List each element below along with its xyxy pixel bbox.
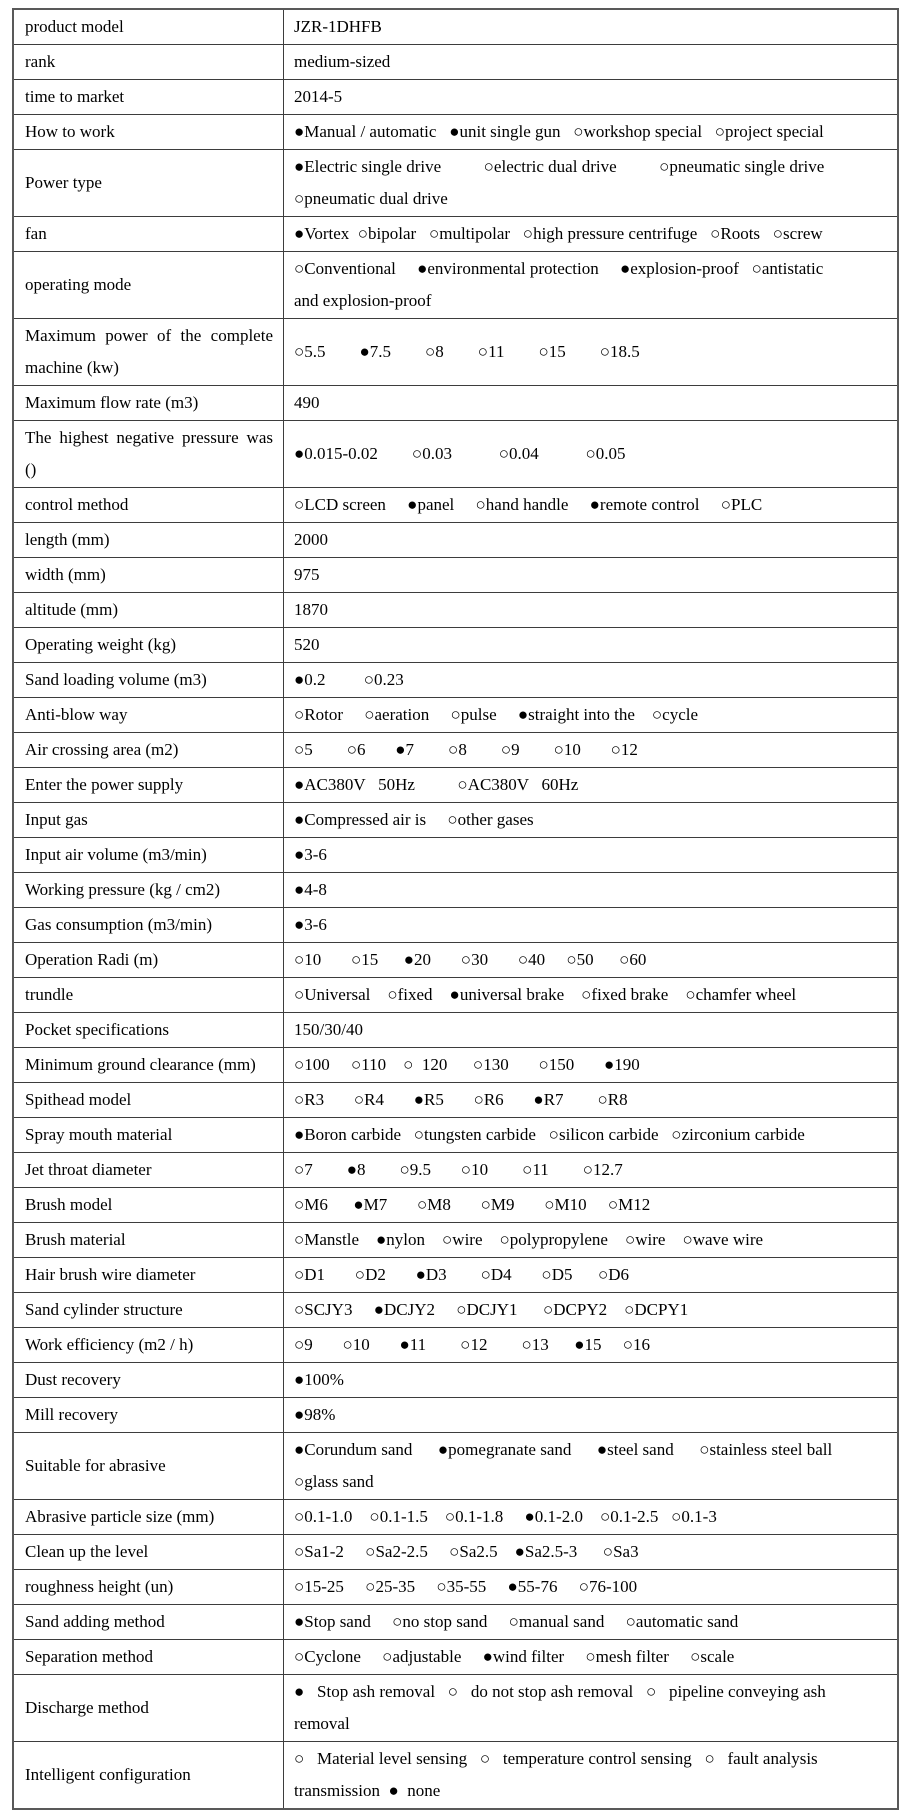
spec-row [13, 698, 898, 733]
spec-label-cell: width (mm) [13, 558, 284, 593]
spec-value-cell: 490 [284, 386, 899, 421]
spec-row [13, 1293, 898, 1328]
spec-row [13, 1500, 898, 1535]
spec-row [13, 1118, 898, 1153]
spec-label-cell: time to market [13, 80, 284, 115]
spec-value-cell: ○Cyclone ○adjustable ●wind filter ○mesh filter ○scale [284, 1640, 899, 1675]
spec-row [13, 1188, 898, 1223]
spec-value-cell: ○SCJY3 ●DCJY2 ○DCJY1 ○DCPY2 ○DCPY1 [284, 1293, 899, 1328]
spec-row [13, 908, 898, 943]
spec-value-cell: ●Compressed air is ○other gases [284, 803, 899, 838]
spec-row [13, 978, 898, 1013]
spec-value-cell: 1870 [284, 593, 899, 628]
spec-value-cell: ○M6 ●M7 ○M8 ○M9 ○M10 ○M12 [284, 1188, 899, 1223]
spec-value-cell: 2014-5 [284, 80, 899, 115]
spec-label-cell: The highest negative pressure was () [13, 421, 284, 488]
spec-row [13, 1605, 898, 1640]
product-spec-table [12, 8, 899, 1810]
spec-label-cell: Sand adding method [13, 1605, 284, 1640]
spec-value-cell: ●Boron carbide ○tungsten carbide ○silicon carbide ○zirconium carbide [284, 1118, 899, 1153]
spec-value-cell: 520 [284, 628, 899, 663]
spec-row [13, 733, 898, 768]
spec-label-cell: fan [13, 217, 284, 252]
spec-row [13, 1258, 898, 1293]
spec-value-cell: ●100% [284, 1363, 899, 1398]
spec-value-cell: ●4-8 [284, 873, 899, 908]
spec-row [13, 1640, 898, 1675]
spec-value-cell: ○Rotor ○aeration ○pulse ●straight into the ○cycle [284, 698, 899, 733]
spec-value-cell: ●Corundum sand ●pomegranate sand ●steel sand ○stainless steel ball ○glass sand [284, 1433, 899, 1500]
spec-label-cell: Brush model [13, 1188, 284, 1223]
spec-label-cell: Separation method [13, 1640, 284, 1675]
spec-row [13, 1013, 898, 1048]
spec-row [13, 1433, 898, 1500]
spec-row [13, 873, 898, 908]
spec-row [13, 768, 898, 803]
spec-label-cell: Clean up the level [13, 1535, 284, 1570]
spec-value-cell: ●3-6 [284, 838, 899, 873]
spec-label-cell: Mill recovery [13, 1398, 284, 1433]
spec-row [13, 803, 898, 838]
spec-value-cell: 2000 [284, 523, 899, 558]
spec-label-cell: Spithead model [13, 1083, 284, 1118]
spec-value-cell: ●AC380V 50Hz ○AC380V 60Hz [284, 768, 899, 803]
spec-label-cell: Minimum ground clearance (mm) [13, 1048, 284, 1083]
spec-label-cell: product model [13, 9, 284, 45]
spec-value-cell: JZR-1DHFB [284, 9, 899, 45]
spec-label-cell: Input gas [13, 803, 284, 838]
spec-label-cell: Power type [13, 150, 284, 217]
spec-label-cell: Input air volume (m3/min) [13, 838, 284, 873]
spec-row [13, 1083, 898, 1118]
spec-row [13, 45, 898, 80]
spec-value-cell: ○5 ○6 ●7 ○8 ○9 ○10 ○12 [284, 733, 899, 768]
spec-row [13, 1153, 898, 1188]
spec-label-cell: Hair brush wire diameter [13, 1258, 284, 1293]
spec-label-cell: Discharge method [13, 1675, 284, 1742]
spec-label-cell: Gas consumption (m3/min) [13, 908, 284, 943]
spec-label-cell: rank [13, 45, 284, 80]
spec-label-cell: operating mode [13, 252, 284, 319]
spec-row [13, 319, 898, 386]
spec-value-cell: ○R3 ○R4 ●R5 ○R6 ●R7 ○R8 [284, 1083, 899, 1118]
spec-value-cell: ○5.5 ●7.5 ○8 ○11 ○15 ○18.5 [284, 319, 899, 386]
spec-label-cell: Operating weight (kg) [13, 628, 284, 663]
spec-label-cell: altitude (mm) [13, 593, 284, 628]
spec-value-cell: ●0.2 ○0.23 [284, 663, 899, 698]
spec-value-cell: ○15-25 ○25-35 ○35-55 ●55-76 ○76-100 [284, 1570, 899, 1605]
spec-label-cell: Maximum power of the complete machine (kw) [13, 319, 284, 386]
spec-label-cell: Sand cylinder structure [13, 1293, 284, 1328]
spec-label-cell: Jet throat diameter [13, 1153, 284, 1188]
spec-value-cell: ●Electric single drive ○electric dual drive ○pneumatic single drive ○pneumatic dual drive [284, 150, 899, 217]
spec-row [13, 421, 898, 488]
spec-label-cell: Anti-blow way [13, 698, 284, 733]
spec-label-cell: Suitable for abrasive [13, 1433, 284, 1500]
spec-row [13, 150, 898, 217]
spec-label-cell: Brush material [13, 1223, 284, 1258]
spec-label-cell: trundle [13, 978, 284, 1013]
spec-value-cell: ○ Material level sensing ○ temperature control sensing ○ fault analysis transmission ● none [284, 1742, 899, 1810]
spec-value-cell: ○Universal ○fixed ●universal brake ○fixed brake ○chamfer wheel [284, 978, 899, 1013]
spec-label-cell: Working pressure (kg / cm2) [13, 873, 284, 908]
spec-value-cell: ○Conventional ●environmental protection ●explosion-proof ○antistatic and explosion-proof [284, 252, 899, 319]
spec-row [13, 663, 898, 698]
spec-label-cell: Enter the power supply [13, 768, 284, 803]
spec-label-cell: How to work [13, 115, 284, 150]
spec-value-cell: ○Manstle ●nylon ○wire ○polypropylene ○wire ○wave wire [284, 1223, 899, 1258]
spec-row [13, 1742, 898, 1810]
spec-row [13, 80, 898, 115]
spec-row [13, 628, 898, 663]
spec-value-cell: ●98% [284, 1398, 899, 1433]
spec-label-cell: roughness height (un) [13, 1570, 284, 1605]
spec-row [13, 1570, 898, 1605]
spec-value-cell: ○D1 ○D2 ●D3 ○D4 ○D5 ○D6 [284, 1258, 899, 1293]
spec-value-cell: ●Stop sand ○no stop sand ○manual sand ○automatic sand [284, 1605, 899, 1640]
spec-row [13, 558, 898, 593]
spec-row [13, 1398, 898, 1433]
spec-row [13, 252, 898, 319]
spec-row [13, 488, 898, 523]
spec-row [13, 1223, 898, 1258]
spec-row [13, 593, 898, 628]
spec-label-cell: Work efficiency (m2 / h) [13, 1328, 284, 1363]
spec-value-cell: ○0.1-1.0 ○0.1-1.5 ○0.1-1.8 ●0.1-2.0 ○0.1-2.5 ○0.1-3 [284, 1500, 899, 1535]
spec-value-cell: 975 [284, 558, 899, 593]
spec-label-cell: Pocket specifications [13, 1013, 284, 1048]
spec-label-cell: Operation Radi (m) [13, 943, 284, 978]
spec-row [13, 115, 898, 150]
spec-value-cell: ○9 ○10 ●11 ○12 ○13 ●15 ○16 [284, 1328, 899, 1363]
spec-value-cell: ●3-6 [284, 908, 899, 943]
spec-row [13, 1328, 898, 1363]
spec-label-cell: length (mm) [13, 523, 284, 558]
spec-label-cell: Sand loading volume (m3) [13, 663, 284, 698]
spec-row [13, 217, 898, 252]
spec-value-cell: ● Stop ash removal ○ do not stop ash removal ○ pipeline conveying ash removal [284, 1675, 899, 1742]
spec-value-cell: ●Manual / automatic ●unit single gun ○workshop special ○project special [284, 115, 899, 150]
spec-label-cell: Spray mouth material [13, 1118, 284, 1153]
spec-label-cell: Maximum flow rate (m3) [13, 386, 284, 421]
spec-value-cell: ○7 ●8 ○9.5 ○10 ○11 ○12.7 [284, 1153, 899, 1188]
spec-label-cell: control method [13, 488, 284, 523]
spec-row [13, 523, 898, 558]
spec-value-cell: 150/30/40 [284, 1013, 899, 1048]
spec-label-cell: Intelligent configuration [13, 1742, 284, 1810]
spec-label-cell: Air crossing area (m2) [13, 733, 284, 768]
spec-value-cell: ○10 ○15 ●20 ○30 ○40 ○50 ○60 [284, 943, 899, 978]
spec-row [13, 838, 898, 873]
spec-value-cell: ○100 ○110 ○ 120 ○130 ○150 ●190 [284, 1048, 899, 1083]
spec-row [13, 9, 898, 45]
spec-row [13, 1675, 898, 1742]
spec-row [13, 1048, 898, 1083]
spec-row [13, 386, 898, 421]
spec-row [13, 1535, 898, 1570]
spec-value-cell: ●Vortex ○bipolar ○multipolar ○high pressure centrifuge ○Roots ○screw [284, 217, 899, 252]
spec-row [13, 943, 898, 978]
spec-label-cell: Abrasive particle size (mm) [13, 1500, 284, 1535]
spec-row [13, 1363, 898, 1398]
spec-value-cell: medium-sized [284, 45, 899, 80]
spec-value-cell: ○LCD screen ●panel ○hand handle ●remote control ○PLC [284, 488, 899, 523]
spec-label-cell: Dust recovery [13, 1363, 284, 1398]
spec-table-body [13, 9, 898, 1809]
spec-value-cell: ●0.015-0.02 ○0.03 ○0.04 ○0.05 [284, 421, 899, 488]
spec-value-cell: ○Sa1-2 ○Sa2-2.5 ○Sa2.5 ●Sa2.5-3 ○Sa3 [284, 1535, 899, 1570]
